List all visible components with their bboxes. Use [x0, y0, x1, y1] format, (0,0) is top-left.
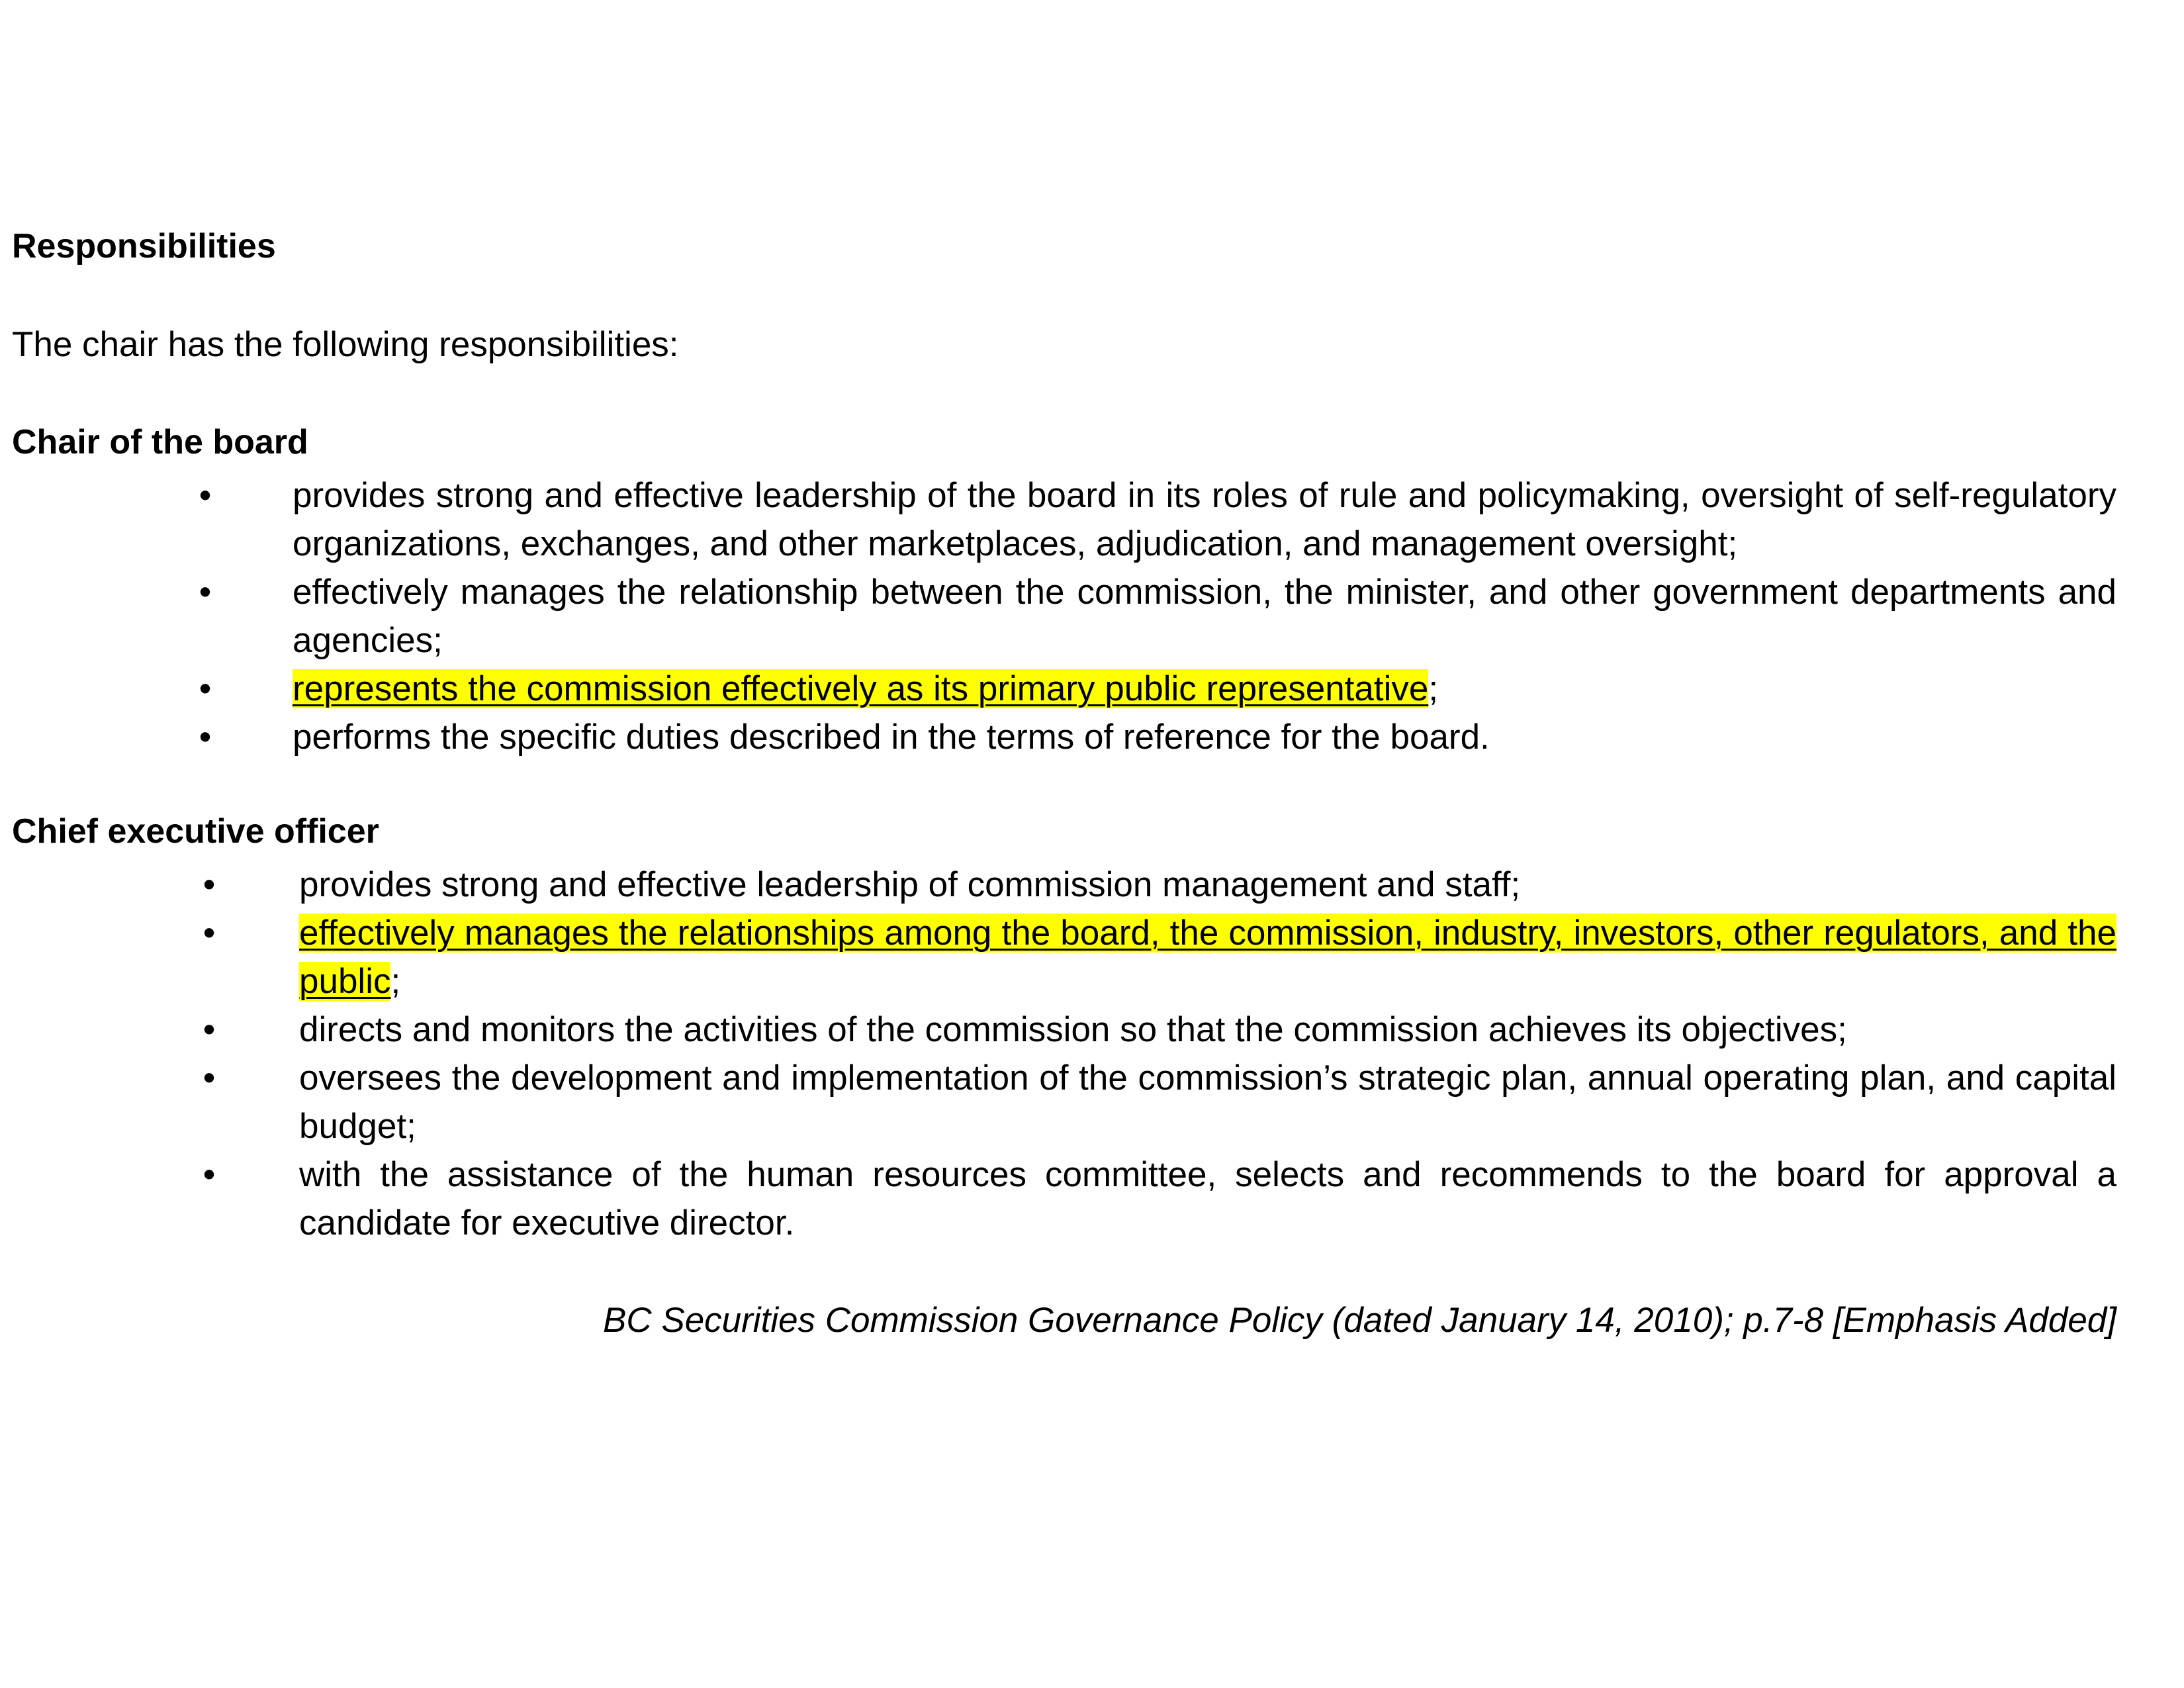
- bullet-icon: •: [203, 1010, 216, 1049]
- list-item-text: directs and monitors the activities of the commission so that the commission achieves its objectives;: [299, 1010, 1847, 1049]
- list-item: [203, 1054, 2116, 1150]
- list-item-text: with the assistance of the human resources committee, selects and recommends to the board for approval a candidate for executive director.: [299, 1155, 2116, 1243]
- intro-paragraph: The chair has the following responsibilities:: [12, 325, 679, 364]
- list-item: [199, 665, 2116, 713]
- list-item: [203, 1006, 2116, 1054]
- bullet-icon: •: [203, 865, 216, 904]
- highlighted-text: effectively manages the relationships among the board, the commission, industry, investors, other regulators, and the public: [299, 914, 2116, 1001]
- list-item-text: performs the specific duties described in the terms of reference for the board.: [293, 718, 1490, 757]
- list-item-text: provides strong and effective leadership of the board in its roles of rule and policymaking, oversight of self-regulatory organizations, exchanges, and other marketplaces, adjudication, and management oversight;: [293, 476, 2116, 563]
- list-item: [203, 1150, 2116, 1247]
- ceo-responsibilities-list: [203, 861, 2116, 1247]
- list-item-text: effectively manages the relationships among the board, the commission, industry, investors, other regulators, and the public;: [299, 914, 2116, 1001]
- bullet-icon: •: [203, 914, 216, 953]
- chair-heading: Chair of the board: [12, 423, 308, 461]
- section-heading: Responsibilities: [12, 227, 276, 265]
- list-item-text: represents the commission effectively as its primary public representative;: [293, 669, 1439, 708]
- bullet-icon: •: [199, 718, 212, 757]
- list-item: [203, 909, 2116, 1006]
- list-item-text: effectively manages the relationship between the commission, the minister, and other government departments and agencies;: [293, 573, 2116, 660]
- list-item: [203, 861, 2116, 909]
- list-item-text: provides strong and effective leadership of commission management and staff;: [299, 865, 1521, 904]
- citation: BC Securities Commission Governance Policy (dated January 14, 2010); p.7-8 [Emphasis Added]: [603, 1301, 2116, 1340]
- list-item: [199, 471, 2116, 568]
- chair-responsibilities-list: [199, 471, 2116, 761]
- highlighted-text: represents the commission effectively as its primary public representative: [293, 669, 1429, 708]
- list-item: [199, 713, 2116, 761]
- bullet-icon: •: [199, 476, 212, 515]
- ceo-heading: Chief executive officer: [12, 812, 379, 851]
- list-item-text: oversees the development and implementation of the commission’s strategic plan, annual operating plan, and capital budget;: [299, 1058, 2116, 1146]
- bullet-icon: •: [199, 573, 212, 612]
- list-item: [199, 568, 2116, 665]
- bullet-icon: •: [203, 1058, 216, 1098]
- bullet-icon: •: [199, 669, 212, 708]
- bullet-icon: •: [203, 1155, 216, 1194]
